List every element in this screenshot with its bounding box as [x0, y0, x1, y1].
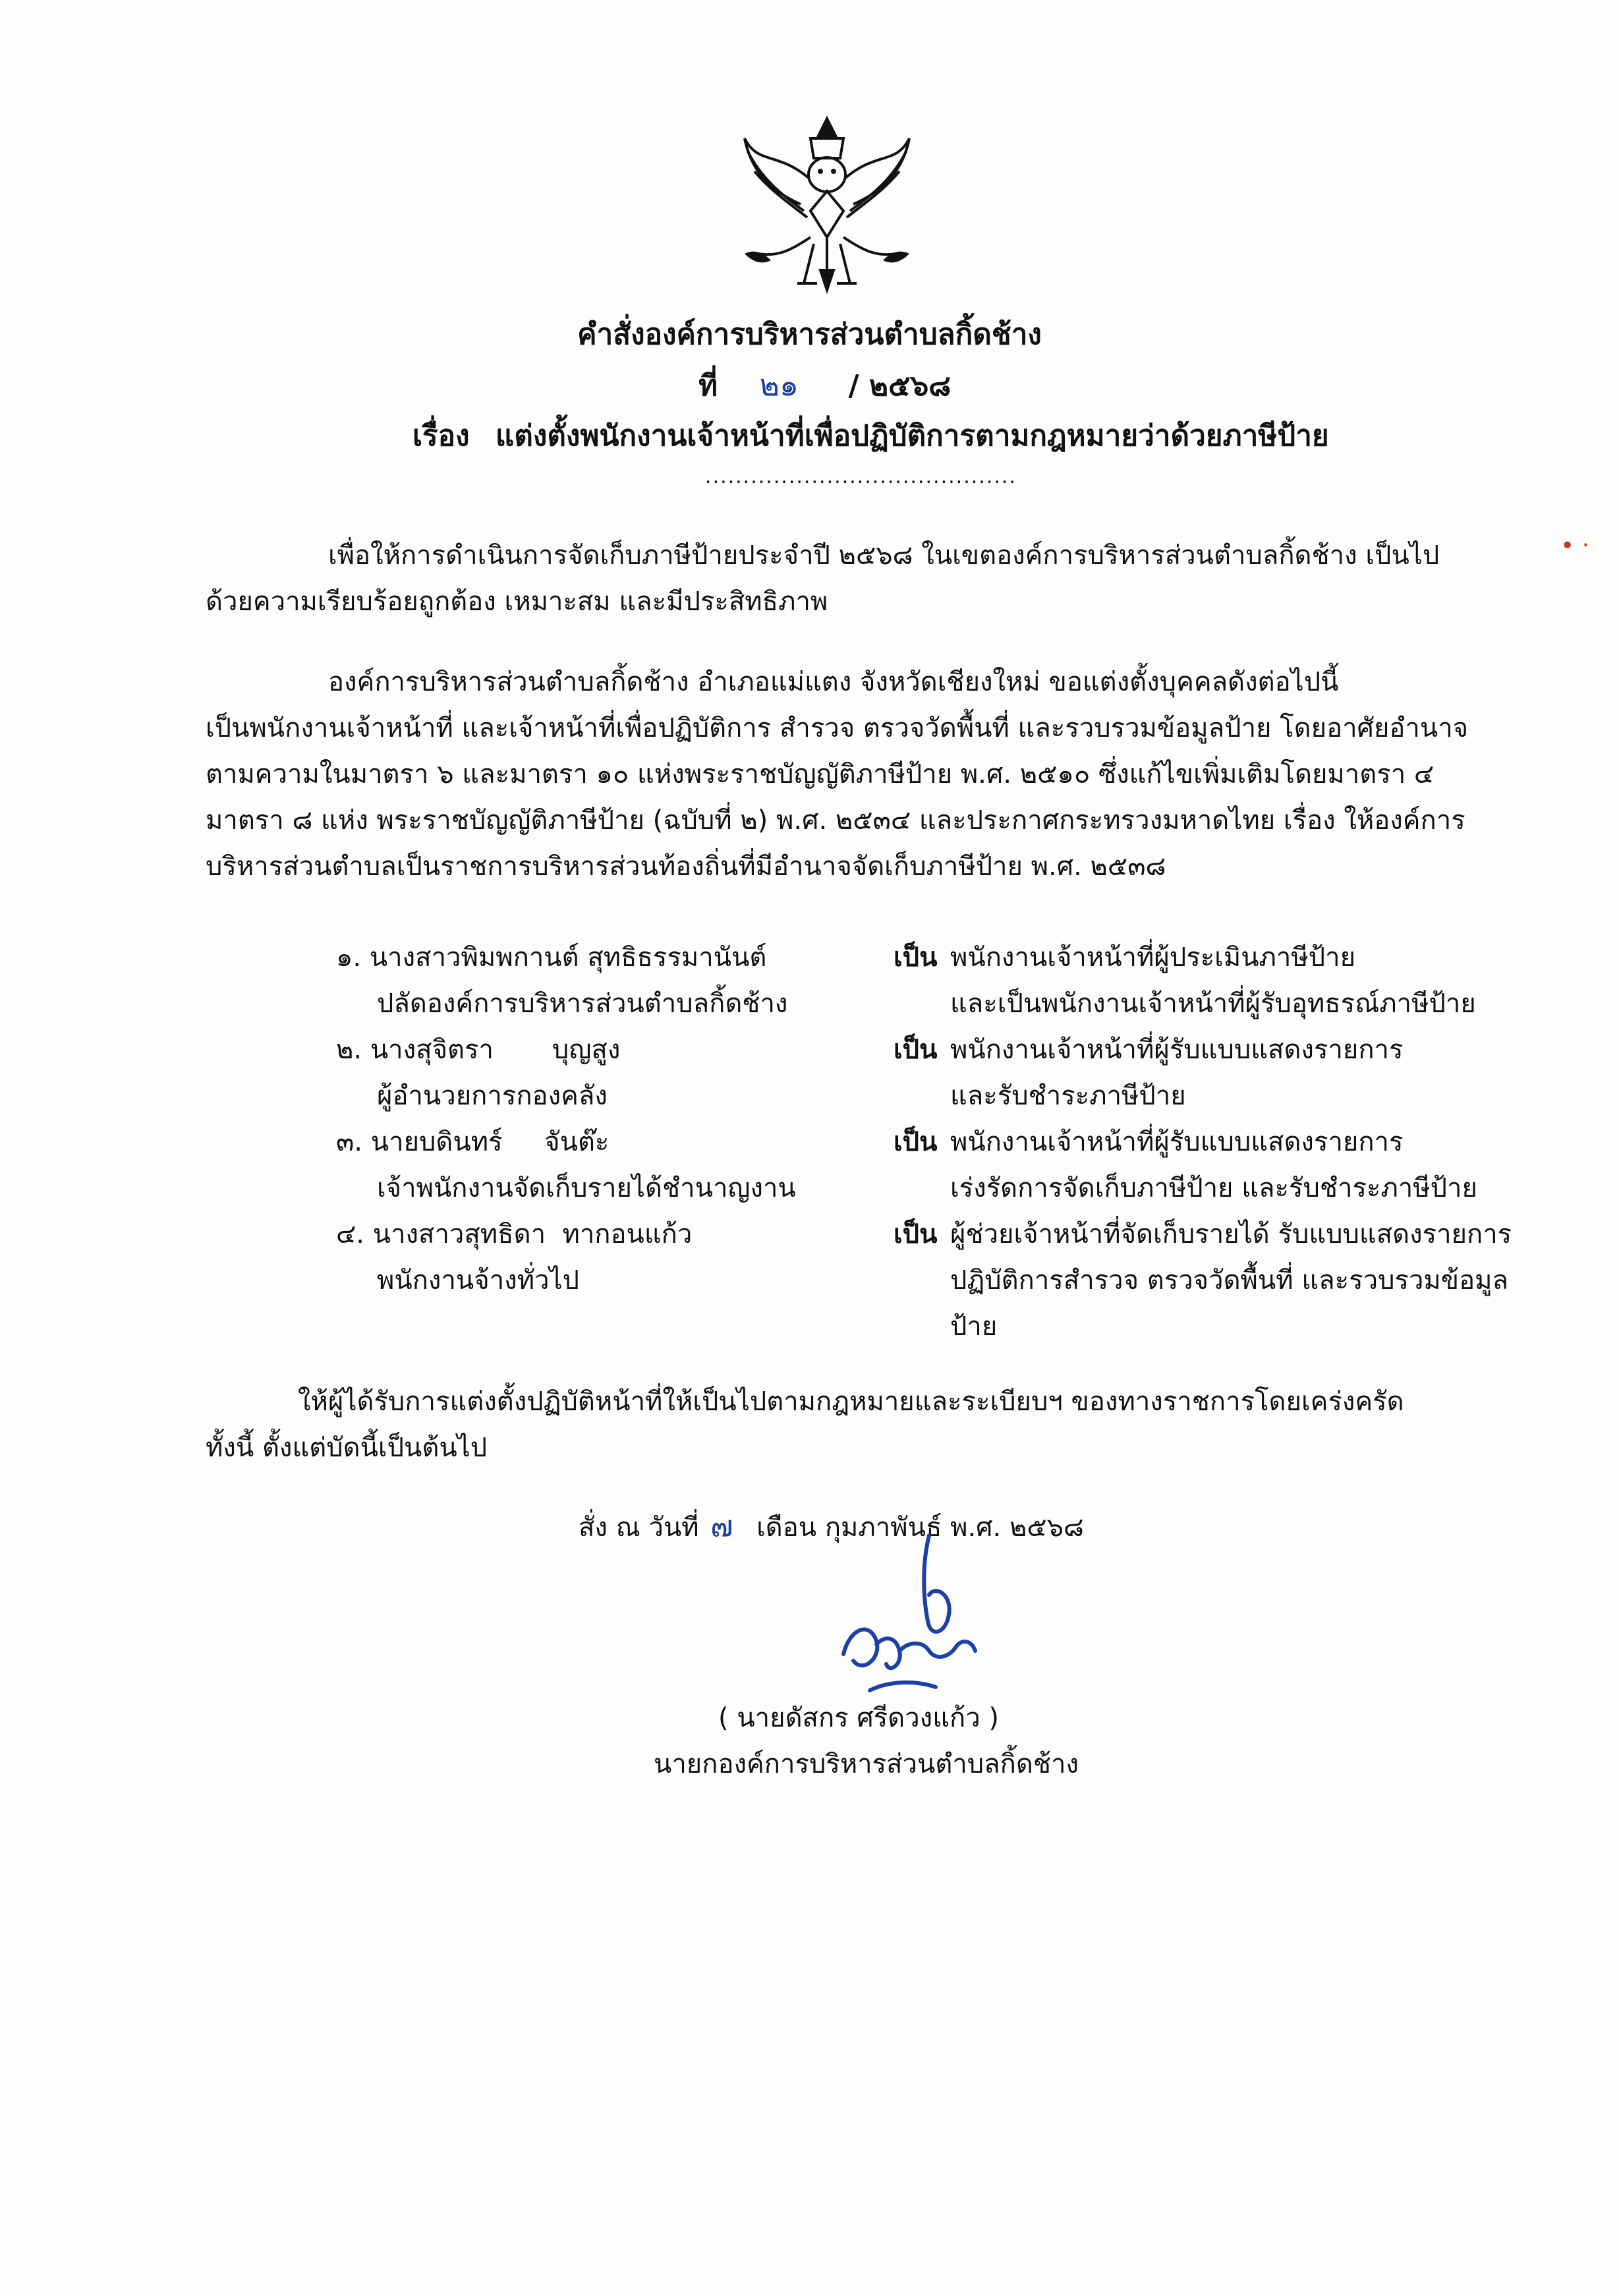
para2-line-1: องค์การบริหารส่วนตำบลกิ้ดช้าง อำเภอแม่แตง จังหวัดเชียงใหม่ ขอแต่งตั้งบุคคลดังต่อไปนี้	[328, 667, 1339, 697]
appointee-1-position: ปลัดองค์การบริหารส่วนตำบลกิ้ดช้าง	[377, 989, 788, 1019]
para2-line-3: ตามความในมาตรา ๖ และมาตรา ๑๐ แห่งพระราชบัญญัติภาษีป้าย พ.ศ. ๒๕๑๐ ซึ่งแก้ไขเพิ่มเติมโดยมาตรา ๔	[206, 759, 1434, 789]
appointee-4-duty-2: ปฏิบัติการสำรวจ ตรวจวัดพื้นที่ และรวบรวมข้อมูล	[950, 1265, 1509, 1296]
para2-line-5: บริหารส่วนตำบลเป็นราชการบริหารส่วนท้องถิ่นที่มีอำนาจจัดเก็บภาษีป้าย พ.ศ. ๒๕๓๘	[206, 851, 1166, 882]
appointee-name: นายบดินทร์ จันต๊ะ	[370, 1127, 610, 1157]
appointee-3-duty-2: เร่งรัดการจัดเก็บภาษีป้าย และรับชำระภาษีป้าย	[950, 1173, 1477, 1203]
date-rest: เดือน กุมภาพันธ์ พ.ศ. ๒๕๖๘	[756, 1512, 1084, 1543]
appointee-2-duty-2: และรับชำระภาษีป้าย	[950, 1081, 1186, 1111]
para2-line-4: มาตรา ๘ แห่ง พระราชบัญญัติภาษีป้าย (ฉบับที่ ๒) พ.ศ. ๒๕๓๔ และประกาศกระทรวงมหาดไทย เรื่อง ให้องค์การ	[206, 805, 1465, 836]
order-number-handwritten: ๒๑	[759, 367, 799, 403]
header-separator: .........................................	[705, 465, 1017, 488]
appointee-2-name	[336, 1027, 620, 1073]
appointee-3-duty-1: พนักงานเจ้าหน้าที่ผู้รับแบบแสดงรายการ	[950, 1127, 1404, 1157]
para2-line-2: เป็นพนักงานเจ้าหน้าที่ และเจ้าหน้าที่เพื่อปฏิบัติการ สำรวจ ตรวจวัดพื้นที่ และรวบรวมข้อมูลป้าย โดยอาศัยอำนาจ	[206, 713, 1469, 743]
subject-text: แต่งตั้งพนักงานเจ้าหน้าที่เพื่อปฏิบัติการตามกฎหมายว่าด้วยภาษีป้าย	[495, 419, 1329, 453]
appointee-2-duty-1: พนักงานเจ้าหน้าที่ผู้รับแบบแสดงรายการ	[950, 1035, 1404, 1065]
garuda-emblem-icon	[731, 112, 923, 303]
appointee-4-duty-3: ป้าย	[950, 1311, 998, 1342]
para1-line-1: เพื่อให้การดำเนินการจัดเก็บภาษีป้ายประจำปี ๒๕๖๘ ในเขตองค์การบริหารส่วนตำบลกิ้ดช้าง เป็นไป	[328, 540, 1440, 571]
order-prefix: ที่	[698, 369, 718, 403]
handwritten-signature	[824, 1522, 1008, 1713]
appointee-2-position: ผู้อำนวยการกองคลัง	[377, 1081, 608, 1111]
appointee-4-name	[336, 1211, 692, 1257]
subject-label: เรื่อง	[412, 419, 470, 453]
appointee-number: ๑.	[336, 942, 362, 973]
appointee-3-position: เจ้าพนักงานจัดเก็บรายได้ชำนาญงาน	[377, 1173, 796, 1203]
appointee-4-duty-1: ผู้ช่วยเจ้าหน้าที่จัดเก็บรายได้ รับแบบแสดงรายการ	[950, 1219, 1512, 1249]
appointee-name: นางสาวพิมพกานต์ สุทธิธรรมานันต์	[369, 942, 767, 973]
margin-marks: • ‧	[1560, 532, 1590, 560]
signer-name: ( นายดัสกร ศรีดวงแก้ว )	[718, 1703, 999, 1733]
appointee-1-duty-1: พนักงานเจ้าหน้าที่ผู้ประเมินภาษีป้าย	[950, 942, 1356, 973]
signer-title: นายกองค์การบริหารส่วนตำบลกิ้ดช้าง	[654, 1749, 1079, 1779]
appointee-1-duty-2: และเป็นพนักงานเจ้าหน้าที่ผู้รับอุทธรณ์ภาษีป้าย	[950, 989, 1476, 1019]
para3-line-1: ให้ผู้ได้รับการแต่งตั้งปฏิบัติหน้าที่ให้เป็นไปตามกฎหมายและระเบียบฯ ของทางราชการโดยเคร่งครัด	[298, 1387, 1404, 1417]
subject-line	[412, 413, 1329, 459]
appointee-number: ๔.	[336, 1219, 364, 1249]
order-year: / ๒๕๖๘	[848, 369, 952, 403]
appointee-2-as-label: เป็น	[894, 1035, 938, 1065]
appointee-4-as-label: เป็น	[894, 1219, 938, 1249]
para1-line-2: ด้วยความเรียบร้อยถูกต้อง เหมาะสม และมีประสิทธิภาพ	[206, 587, 828, 617]
date-day-handwritten: ๗	[710, 1508, 733, 1543]
appointee-name: นางสาวสุทธิดา ทากอนแก้ว	[372, 1219, 693, 1249]
appointee-3-name	[336, 1119, 609, 1165]
appointee-1-as-label: เป็น	[894, 942, 938, 973]
date-prefix: สั่ง ณ วันที่	[579, 1512, 699, 1543]
appointee-4-position: พนักงานจ้างทั่วไป	[377, 1265, 580, 1296]
appointee-3-as-label: เป็น	[894, 1127, 938, 1157]
appointee-number: ๒.	[336, 1035, 362, 1065]
order-number-line	[698, 361, 951, 409]
appointee-1-name	[336, 934, 766, 981]
document-title: คำสั่งองค์การบริหารส่วนตำบลกิ้ดช้าง	[577, 318, 1042, 351]
appointee-name: นางสุจิตรา บุญสูง	[370, 1035, 621, 1065]
appointee-number: ๓.	[336, 1127, 363, 1157]
para3-line-2: ทั้งนี้ ตั้งแต่บัดนี้เป็นต้นไป	[206, 1433, 488, 1463]
